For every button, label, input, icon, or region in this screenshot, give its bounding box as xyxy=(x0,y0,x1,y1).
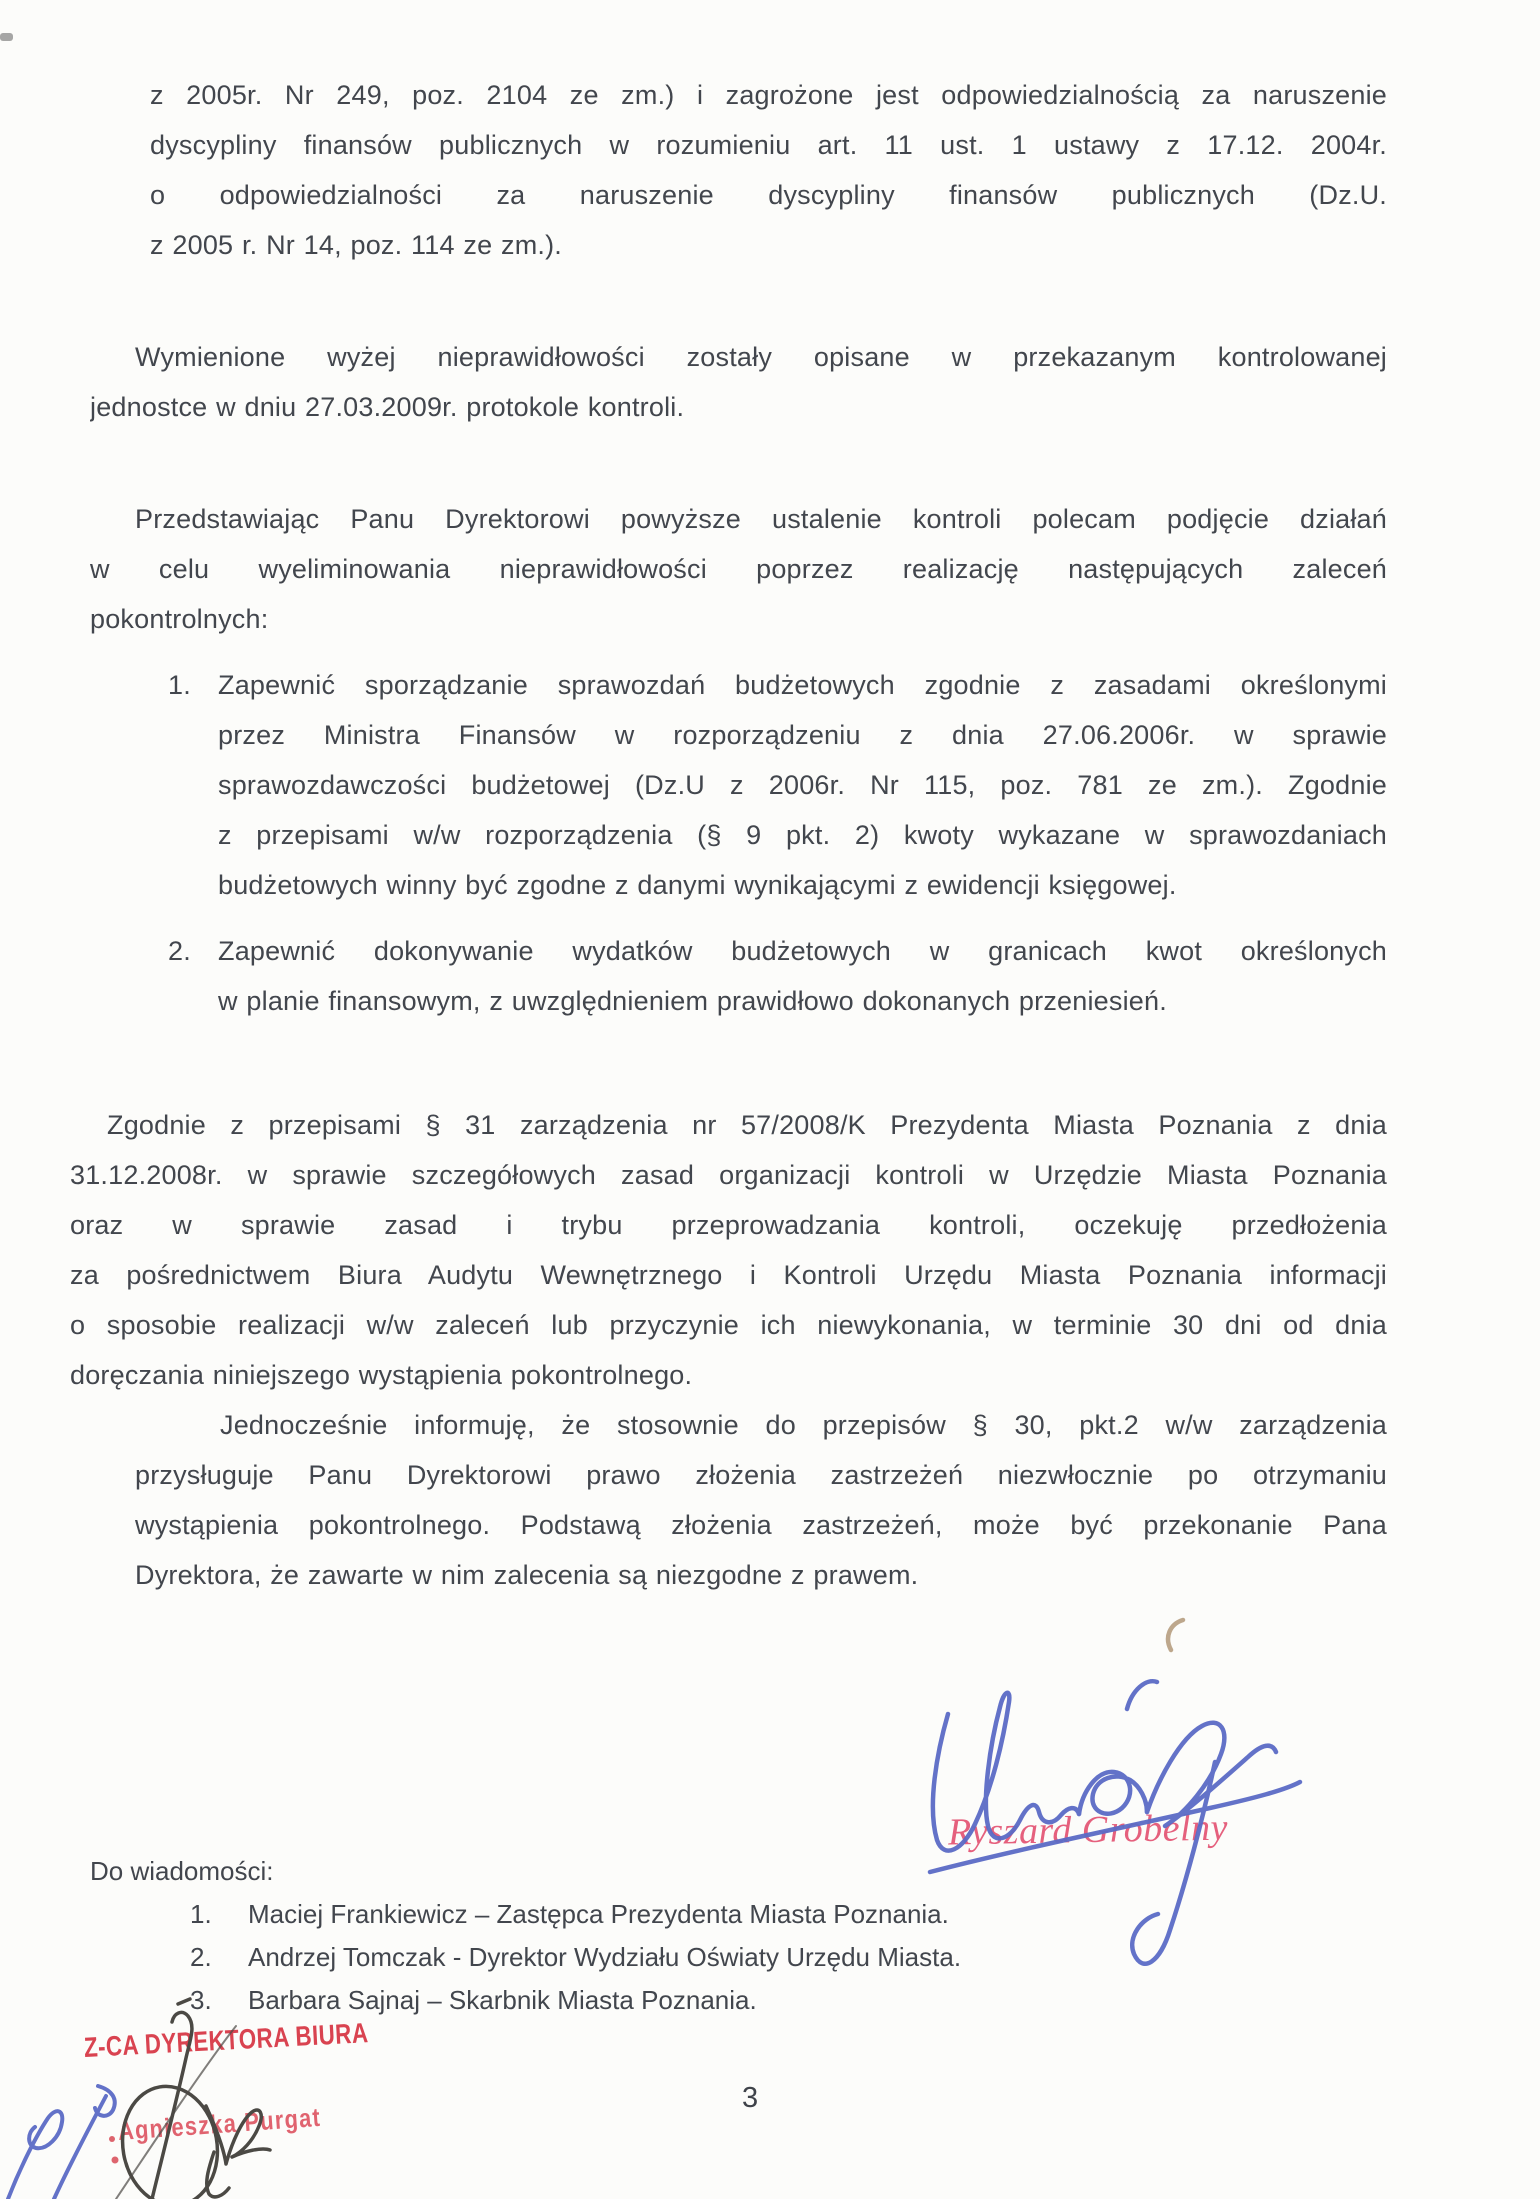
recommendation-text xyxy=(218,660,1387,910)
text-line: doręczania niniejszego wystąpienia pokontrolnego. xyxy=(70,1360,693,1390)
paragraph-findings xyxy=(90,332,1387,432)
text-line: oraz w sprawie zasad i trybu przeprowadzania kontroli, oczekuję przedłożenia xyxy=(70,1210,1387,1240)
document-body xyxy=(70,70,1387,1600)
distribution-item xyxy=(90,1979,990,2022)
text-line: Jednocześnie informuję, że stosownie do przepisów § 30, pkt.2 w/w zarządzenia xyxy=(220,1410,1387,1440)
distribution-item xyxy=(90,1893,990,1936)
text-line: Dyrektora, że zawarte w nim zalecenia są niezgodne z prawem. xyxy=(135,1560,919,1590)
recommendation-item-2 xyxy=(168,926,1387,1026)
distribution-item-text: Maciej Frankiewicz – Zastępca Prezydenta Miasta Poznania. xyxy=(248,1899,949,1929)
text-line: z 2005r. Nr 249, poz. 2104 ze zm.) i zagrożone jest odpowiedzialnością za naruszenie xyxy=(150,80,1387,110)
text-line: budżetowych winny być zgodne z danymi wynikającymi z ewidencji księgowej. xyxy=(218,870,1177,900)
distribution-item-text: Barbara Sajnaj – Skarbnik Miasta Poznania. xyxy=(248,1985,757,2015)
text-line: przysługuje Panu Dyrektorowi prawo złożenia zastrzeżeń niezwłocznie po otrzymaniu xyxy=(135,1460,1387,1490)
paragraph-objections-right xyxy=(135,1400,1387,1600)
page-number: 3 xyxy=(742,2082,759,2114)
red-ink-dots xyxy=(109,2136,119,2164)
distribution-heading: Do wiadomości: xyxy=(90,1856,274,1886)
distribution-item-number: 3. xyxy=(190,1985,212,2015)
distribution-item-number: 2. xyxy=(190,1942,212,1972)
distribution-item xyxy=(90,1936,990,1979)
president-name-stamp: Ryszard Grobelny xyxy=(947,1806,1229,1854)
brown-pen-mark xyxy=(1168,1620,1183,1650)
paragraph-reporting-obligation xyxy=(70,1100,1387,1400)
list-number: 1. xyxy=(168,670,191,700)
text-line: wystąpienia pokontrolnego. Podstawą złożenia zastrzeżeń, może być przekonanie Pana xyxy=(135,1510,1387,1540)
paragraph-legal-basis xyxy=(150,70,1387,270)
text-line: pokontrolnych: xyxy=(90,604,269,634)
text-line: w celu wyeliminowania nieprawidłowości poprzez realizację następujących zaleceń xyxy=(90,554,1387,584)
text-line: z 2005 r. Nr 14, poz. 114 ze zm.). xyxy=(150,230,562,260)
text-line: z przepisami w/w rozporządzenia (§ 9 pkt. 2) kwoty wykazane w sprawozdaniach xyxy=(218,820,1387,850)
text-line: w planie finansowym, z uwzględnieniem prawidłowo dokonanych przeniesień. xyxy=(218,986,1167,1016)
text-line: przez Ministra Finansów w rozporządzeniu z dnia 27.06.2006r. w sprawie xyxy=(218,720,1387,750)
text-line: o sposobie realizacji w/w zaleceń lub przyczynie ich niewykonania, w terminie 30 dni od dnia xyxy=(70,1310,1387,1340)
recommendation-text xyxy=(218,926,1387,1026)
text-line: Przedstawiając Panu Dyrektorowi powyższe ustalenie kontroli polecam podjęcie działań xyxy=(135,504,1387,534)
distribution-item-text: Andrzej Tomczak - Dyrektor Wydziału Oświaty Urzędu Miasta. xyxy=(248,1942,962,1972)
distribution-list xyxy=(90,1850,990,2022)
text-line: dyscypliny finansów publicznych w rozumieniu art. 11 ust. 1 ustawy z 17.12. 2004r. xyxy=(150,130,1387,160)
text-line: Zgodnie z przepisami § 31 zarządzenia nr 57/2008/K Prezydenta Miasta Poznania z dnia xyxy=(107,1110,1387,1140)
initials-paraf xyxy=(8,2086,115,2199)
text-line: 31.12.2008r. w sprawie szczegółowych zasad organizacji kontroli w Urzędzie Miasta Poznania xyxy=(70,1160,1387,1190)
distribution-item-number: 1. xyxy=(190,1899,212,1929)
text-line: Zapewnić sporządzanie sprawozdań budżetowych zgodnie z zasadami określonymi xyxy=(218,670,1387,700)
text-line: Zapewnić dokonywanie wydatków budżetowych w granicach kwot określonych xyxy=(218,936,1387,966)
text-line: jednostce w dniu 27.03.2009r. protokole kontroli. xyxy=(90,392,685,422)
deputy-director-stamp-name: Agnieszka Purgat xyxy=(116,2101,322,2146)
recommendation-item-1 xyxy=(168,660,1387,910)
text-line: o odpowiedzialności za naruszenie dyscypliny finansów publicznych (Dz.U. xyxy=(150,180,1387,210)
deputy-director-stamp-title: Z-CA DYREKTORA BIURA xyxy=(83,2017,370,2063)
list-number: 2. xyxy=(168,936,191,966)
text-line: za pośrednictwem Biura Audytu Wewnętrznego i Kontroli Urzędu Miasta Poznania informacji xyxy=(70,1260,1387,1290)
text-line: sprawozdawczości budżetowej (Dz.U z 2006r. Nr 115, poz. 781 ze zm.). Zgodnie xyxy=(218,770,1387,800)
paragraph-recommendations-intro xyxy=(90,494,1387,644)
text-line: Wymienione wyżej nieprawidłowości zostały opisane w przekazanym kontrolowanej xyxy=(135,342,1387,372)
scan-edge-mark xyxy=(0,33,13,41)
